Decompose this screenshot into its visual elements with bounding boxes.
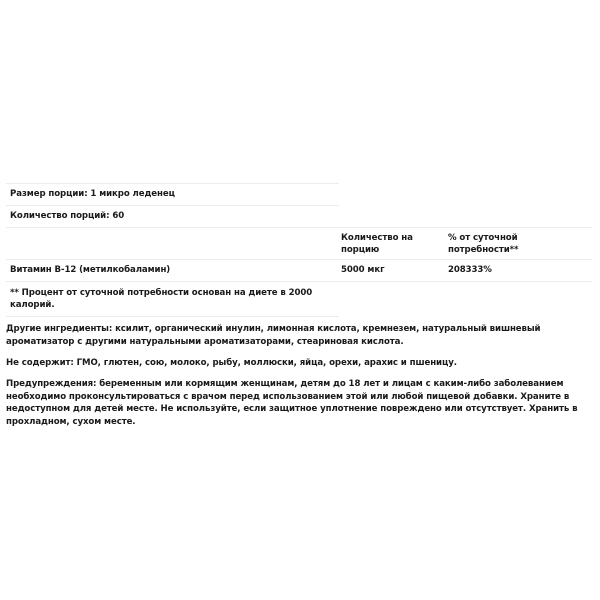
nutrient-name: Витамин B-12 (метилкобаламин) bbox=[10, 265, 171, 275]
allergen-statement: Не содержит: ГМО, глютен, сою, молоко, рыбу, моллюски, яйца, орехи, арахис и пшеницу. bbox=[6, 358, 457, 368]
header-amount: Количество на порцию bbox=[341, 232, 413, 255]
table-header bbox=[6, 228, 592, 260]
nutrient-daily-value: 208333% bbox=[448, 265, 492, 275]
nutrient-amount: 5000 мкг bbox=[341, 265, 385, 275]
nutrient-table bbox=[6, 227, 592, 282]
daily-value-footnote: ** Процент от суточной потребности основан на диете в 2000 калорий. bbox=[6, 282, 339, 317]
servings-count-row bbox=[6, 205, 339, 227]
table-row bbox=[6, 260, 592, 282]
serving-size-row bbox=[6, 183, 339, 205]
servings-count: Количество порций: 60 bbox=[10, 211, 125, 221]
other-ingredients: Другие ингредиенты: ксилит, органический инулин, лимонная кислота, кремнезем, натуральный вишневый ароматизатор с другими натуральными ароматизаторами, стеариновая кислота. bbox=[6, 324, 541, 347]
warnings: Предупреждения: беременным или кормящим женщинам, детям до 18 лет и лицам с каким-либо заболеванием необходимо проконсультироваться с врачом перед использованием этой или любой пищевой добавки. Храните в недоступном для детей месте. Не используйте, если защитное уплотнение повреждено или отсутствует. Хранить в прохладном, сухом месте. bbox=[6, 379, 578, 427]
serving-size: Размер порции: 1 микро леденец bbox=[10, 189, 175, 199]
supplement-facts bbox=[6, 183, 594, 317]
header-daily-value: % от суточной потребности** bbox=[448, 232, 519, 255]
